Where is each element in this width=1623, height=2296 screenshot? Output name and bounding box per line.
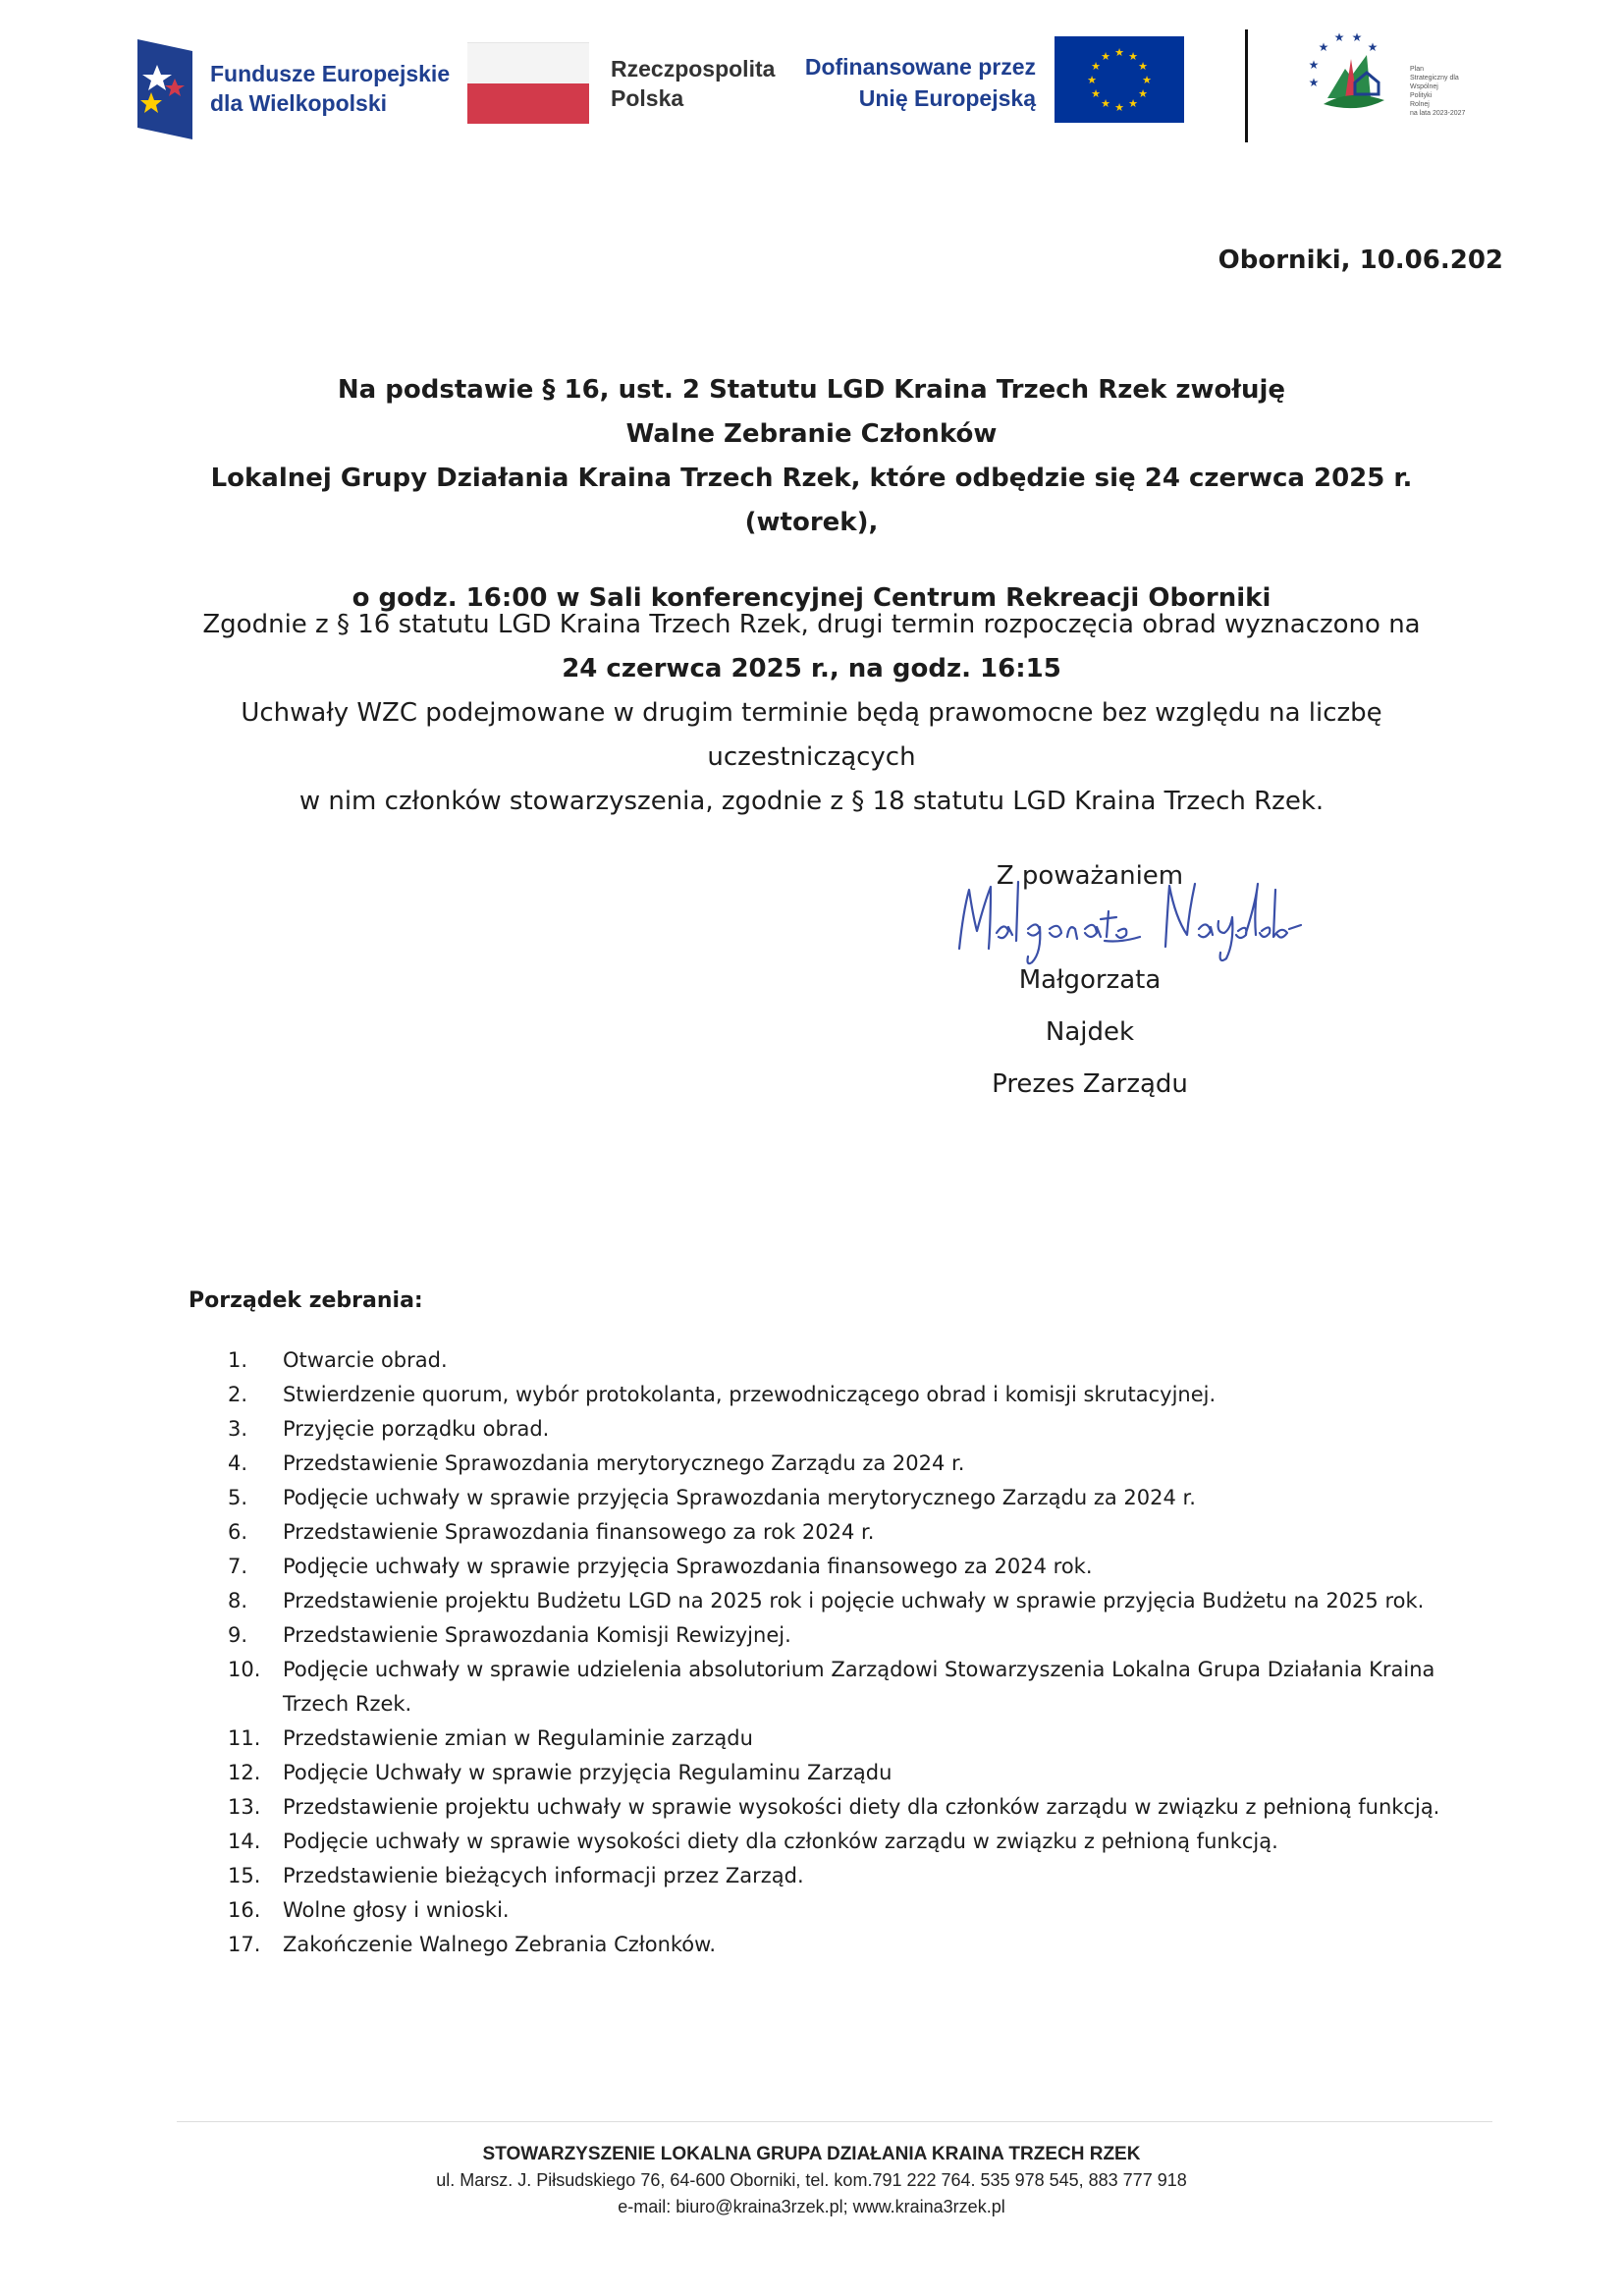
svg-text:★: ★	[1142, 74, 1152, 86]
footer-organization: STOWARZYSZENIE LOKALNA GRUPA DZIAŁANIA KRAINA TRZECH RZEK	[482, 2144, 1141, 2164]
svg-text:★: ★	[1091, 87, 1101, 100]
intro-line-1: Na podstawie § 16, ust. 2 Statutu LGD Kraina Trzech Rzek zwołuję	[337, 375, 1286, 405]
agenda-item	[228, 1618, 1504, 1653]
svg-text:★: ★	[1138, 60, 1148, 73]
footer	[147, 2141, 1476, 2220]
agenda-item-text: Przedstawienie bieżących informacji przez Zarząd.	[283, 1864, 804, 1887]
agenda-item-number: 2.	[228, 1383, 248, 1406]
agenda-item	[228, 1343, 1504, 1378]
agenda-item-number: 4.	[228, 1451, 248, 1475]
agenda-item-number: 1.	[228, 1348, 248, 1372]
agenda-item-number: 16.	[228, 1898, 261, 1922]
agenda-item	[228, 1859, 1504, 1893]
signatory-role: Prezes Zarządu	[992, 1069, 1188, 1099]
ps-line-1: Plan	[1410, 66, 1425, 73]
agenda-title: Porządek zebrania:	[189, 1288, 423, 1313]
agenda-item-number: 9.	[228, 1623, 248, 1647]
ps-line-3: Wspólnej	[1410, 83, 1438, 90]
svg-text:★: ★	[1308, 58, 1320, 72]
agenda-item-text: Stwierdzenie quorum, wybór protokolanta, przewodniczącego obrad i komisji skrutacyjnej.	[283, 1383, 1217, 1406]
agenda-item-text: Przedstawienie Sprawozdania Komisji Rewizyjnej.	[283, 1623, 791, 1647]
rp-logo-text	[611, 54, 775, 113]
svg-text:★: ★	[1128, 50, 1138, 63]
fundusze-europejskie-logo	[137, 39, 192, 139]
agenda-item-text: Przedstawienie projektu uchwały w sprawie wysokości diety dla członków zarządu w związku z pełnioną funkcją.	[283, 1795, 1440, 1819]
agenda-item-text: Przedstawienie Sprawozdania merytorycznego Zarządu za 2024 r.	[283, 1451, 965, 1475]
second-term-line-4: w nim członków stowarzyszenia, zgodnie z § 18 statutu LGD Kraina Trzech Rzek.	[298, 787, 1325, 816]
closing-greeting: Z poważaniem	[996, 861, 1184, 891]
agenda-item	[228, 1515, 1504, 1550]
svg-text:★: ★	[1091, 60, 1101, 73]
eu-funding-text	[776, 51, 1036, 114]
svg-text:★: ★	[1114, 101, 1124, 114]
agenda-item	[228, 1412, 1504, 1447]
agenda-item	[228, 1481, 1504, 1515]
rp-line-2: Polska	[611, 85, 684, 111]
header-divider	[1245, 29, 1248, 142]
handwritten-signature	[947, 872, 1340, 970]
agenda-item-text: Zakończenie Walnego Zebrania Członków.	[283, 1933, 717, 1956]
second-term-line-2: 24 czerwca 2025 r., na godz. 16:15	[562, 654, 1061, 683]
agenda-item-number: 15.	[228, 1864, 261, 1887]
agenda-item-number: 3.	[228, 1417, 248, 1441]
second-term-line-1: Zgodnie z § 16 statutu LGD Kraina Trzech Rzek, drugi termin rozpoczęcia obrad wyznaczono na	[202, 610, 1421, 639]
intro-line-4: o godz. 16:00 w Sali konferencyjnej Centrum Rekreacji Oborniki	[352, 583, 1271, 613]
agenda-item-text: Przedstawienie zmian w Regulaminie zarządu	[283, 1726, 753, 1750]
agenda-item-number: 13.	[228, 1795, 261, 1819]
svg-text:★: ★	[1101, 50, 1110, 63]
ps-line-2: Strategiczny dla	[1410, 75, 1459, 82]
eu-flag-icon	[1055, 36, 1184, 123]
footer-divider	[177, 2121, 1492, 2122]
agenda-item-number: 8.	[228, 1589, 248, 1613]
svg-text:★: ★	[1318, 40, 1329, 54]
ps-line-6: na lata 2023-2027	[1410, 110, 1466, 117]
footer-address: ul. Marsz. J. Piłsudskiego 76, 64-600 Oborniki, tel. kom.791 222 764. 535 978 545, 883 777 918	[436, 2170, 1187, 2190]
ps-line-5: Rolnej	[1410, 101, 1430, 108]
svg-text:★: ★	[1114, 46, 1124, 59]
polish-flag	[467, 42, 589, 123]
agenda-item-text: Podjęcie uchwały w sprawie przyjęcia Sprawozdania finansowego za 2024 rok.	[283, 1555, 1093, 1578]
eu-line-1: Dofinansowane przez	[804, 54, 1036, 80]
agenda-item	[228, 1893, 1504, 1928]
document-date: Oborniki, 10.06.202	[1217, 246, 1503, 275]
agenda-item-text: Otwarcie obrad.	[283, 1348, 448, 1372]
second-term-line-3: Uchwały WZC podejmowane w drugim terminie będą prawomocne bez względu na liczbę uczestniczących	[241, 698, 1382, 772]
agenda-item-number: 6.	[228, 1520, 248, 1544]
agenda-item-number: 5.	[228, 1486, 248, 1509]
second-term-block	[147, 603, 1476, 824]
agenda-item-text: Wolne głosy i wnioski.	[283, 1898, 510, 1922]
rp-line-1: Rzeczpospolita	[611, 56, 776, 82]
agenda-item-text: Przyjęcie porządku obrad.	[283, 1417, 550, 1441]
svg-text:★: ★	[1087, 74, 1097, 86]
fe-logo-text	[210, 59, 450, 118]
agenda-item	[228, 1550, 1504, 1584]
agenda-item	[228, 1653, 1504, 1722]
agenda-item-number: 17.	[228, 1933, 261, 1956]
convocation-block	[147, 368, 1476, 621]
fe-line-2: dla Wielkopolski	[210, 90, 388, 116]
svg-text:★: ★	[1351, 30, 1363, 44]
svg-text:★: ★	[1128, 97, 1138, 110]
agenda-item-text: Przedstawienie Sprawozdania finansowego za rok 2024 r.	[283, 1520, 875, 1544]
agenda-item	[228, 1378, 1504, 1412]
agenda-list	[228, 1343, 1504, 1962]
agenda-item-number: 14.	[228, 1830, 261, 1853]
agenda-item	[228, 1447, 1504, 1481]
agenda-item-text: Podjęcie uchwały w sprawie wysokości diety dla członków zarządu w związku z pełnioną funkcją.	[283, 1830, 1278, 1853]
agenda-item-number: 7.	[228, 1555, 248, 1578]
agenda-item-text: Podjęcie Uchwały w sprawie przyjęcia Regulaminu Zarządu	[283, 1761, 893, 1784]
agenda-item	[228, 1928, 1504, 1962]
fe-line-1: Fundusze Europejskie	[210, 61, 451, 86]
intro-line-3: Lokalnej Grupy Działania Kraina Trzech Rzek, które odbędzie się 24 czerwca 2025 r. (wtorek),	[210, 464, 1413, 537]
agenda-item-text: Przedstawienie projektu Budżetu LGD na 2025 rok i pojęcie uchwały w sprawie przyjęcia Budżetu na 2025 rok.	[283, 1589, 1425, 1613]
footer-contact: e-mail: biuro@kraina3rzek.pl; www.kraina3rzek.pl	[618, 2197, 1005, 2216]
eu-line-2: Unię Europejską	[858, 85, 1036, 111]
agenda-item	[228, 1790, 1504, 1825]
agenda-item-number: 10.	[228, 1658, 261, 1681]
intro-line-2: Walne Zebranie Członków	[625, 419, 998, 449]
plan-strategiczny-logo	[1306, 29, 1394, 123]
agenda-item	[228, 1756, 1504, 1790]
plan-strategiczny-text	[1410, 65, 1498, 118]
agenda-item-text: Podjęcie uchwały w sprawie udzielenia absolutorium Zarządowi Stowarzyszenia Lokalna Grupa Działania Kraina Trzech Rzek.	[283, 1658, 1435, 1716]
svg-text:★: ★	[1101, 97, 1110, 110]
agenda-item	[228, 1825, 1504, 1859]
agenda-item-number: 11.	[228, 1726, 261, 1750]
svg-text:★: ★	[1367, 40, 1379, 54]
svg-text:★: ★	[1333, 30, 1345, 44]
agenda-item	[228, 1584, 1504, 1618]
ps-line-4: Polityki	[1410, 92, 1433, 99]
signatory-name: Małgorzata Najdek	[1018, 965, 1162, 1047]
agenda-item	[228, 1722, 1504, 1756]
agenda-item-number: 12.	[228, 1761, 261, 1784]
svg-text:★: ★	[1138, 87, 1148, 100]
svg-text:★: ★	[1308, 76, 1320, 89]
agenda-item-text: Podjęcie uchwały w sprawie przyjęcia Sprawozdania merytorycznego Zarządu za 2024 r.	[283, 1486, 1196, 1509]
